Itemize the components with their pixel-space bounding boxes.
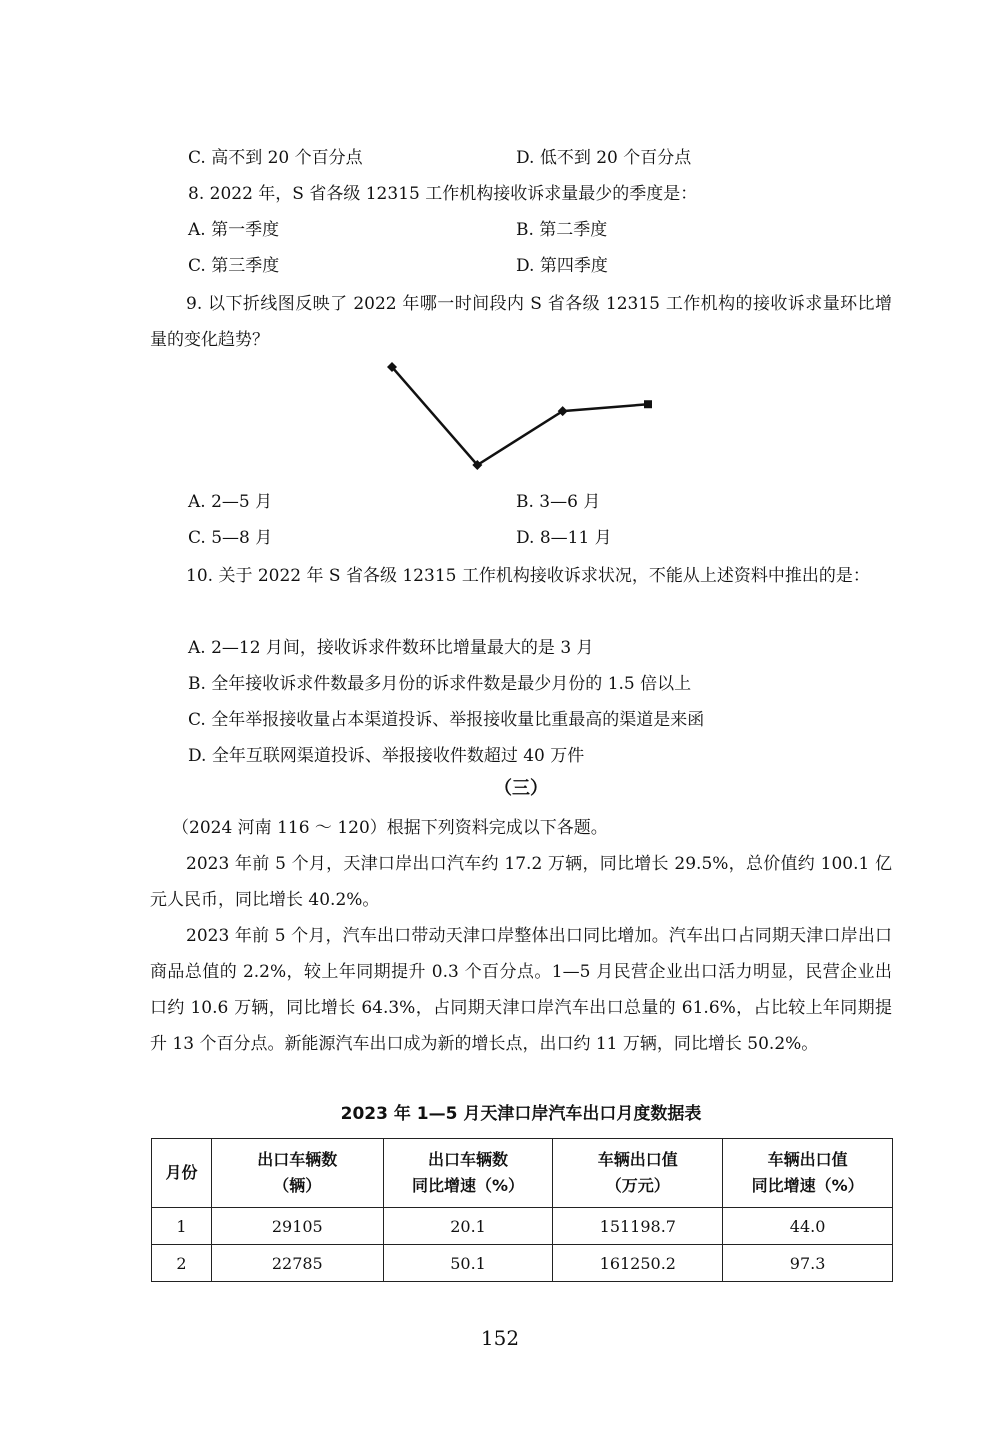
table-cell: 22785 <box>211 1245 383 1282</box>
table-header-row <box>152 1139 893 1208</box>
q9-stem: 9. 以下折线图反映了 2022 年哪一时间段内 S 省各级 12315 工作机构的接收诉求量环比增量的变化趋势？ <box>150 294 892 350</box>
q8-stem: 8. 2022 年，S 省各级 12315 工作机构接收诉求量最少的季度是： <box>188 184 698 204</box>
table-cell: 50.1 <box>383 1245 553 1282</box>
q10-option-b: B. 全年接收诉求件数最多月份的诉求件数是最少月份的 1.5 倍以上 <box>188 674 692 694</box>
table-row <box>152 1208 893 1245</box>
table-cell: 161250.2 <box>553 1245 723 1282</box>
section-paragraph-1: 2023 年前 5 个月，天津口岸出口汽车约 17.2 万辆，同比增长 29.5%，总价值约 100.1 亿元人民币，同比增长 40.2%。 <box>150 854 892 910</box>
table-title: 2023 年 1—5 月天津口岸汽车出口月度数据表 <box>340 1104 702 1124</box>
q9-option-d: D. 8—11 月 <box>516 528 612 548</box>
page-number: 152 <box>480 1326 520 1350</box>
q9-option-c: C. 5—8 月 <box>188 528 273 548</box>
q10-option-a: A. 2—12 月间，接收诉求件数环比增量最大的是 3 月 <box>188 638 594 658</box>
q7-option-d: D. 低不到 20 个百分点 <box>516 148 692 168</box>
q10-stem: 10. 关于 2022 年 S 省各级 12315 工作机构接收诉求状况，不能从上述资料中推出的是： <box>186 566 870 586</box>
q8-option-c: C. 第三季度 <box>188 256 280 276</box>
q10-option-d: D. 全年互联网渠道投诉、举报接收件数超过 40 万件 <box>188 746 585 766</box>
q9-data-point <box>644 400 652 408</box>
q9-option-a: A. 2—5 月 <box>188 492 273 512</box>
q8-option-a: A. 第一季度 <box>188 220 280 240</box>
table-cell: 20.1 <box>383 1208 553 1245</box>
q8-option-b: B. 第二季度 <box>516 220 608 240</box>
table-cell: 2 <box>152 1245 212 1282</box>
table-row <box>152 1245 893 1282</box>
table-cell: 29105 <box>211 1208 383 1245</box>
table-cell: 44.0 <box>723 1208 893 1245</box>
q9-series-line <box>392 367 648 465</box>
header-export-value-growth: 车辆出口值 同比增速（%） <box>723 1139 893 1208</box>
table-cell: 97.3 <box>723 1245 893 1282</box>
export-data-table <box>151 1138 893 1282</box>
header-vehicle-count: 出口车辆数 （辆） <box>211 1139 383 1208</box>
q8-option-d: D. 第四季度 <box>516 256 608 276</box>
header-export-value: 车辆出口值 （万元） <box>553 1139 723 1208</box>
section-paragraph-2: 2023 年前 5 个月，汽车出口带动天津口岸整体出口同比增加。汽车出口占同期天津口岸出口商品总值的 2.2%，较上年同期提升 0.3 个百分点。1—5 月民营企业出口活力明显，民营企业出口约 10.6 万辆，同比增长 64.3%，占同期天津口岸汽车出口总量的 61.6%，占比较上年同期提升 13 个百分点。新能源汽车出口成为新的增长点，出口约 11 万辆，同比增长 50.2%。 <box>150 926 892 1054</box>
q9-option-b: B. 3—6 月 <box>516 492 601 512</box>
section-heading: （三） <box>494 778 548 799</box>
q10-option-c: C. 全年举报接收量占本渠道投诉、举报接收量比重最高的渠道是来函 <box>188 710 705 730</box>
q7-option-c: C. 高不到 20 个百分点 <box>188 148 363 168</box>
q9-line-chart <box>380 355 670 480</box>
table-cell: 151198.7 <box>553 1208 723 1245</box>
header-month: 月份 <box>152 1139 212 1208</box>
section-intro: （2024 河南 116 ～ 120）根据下列资料完成以下各题。 <box>172 818 608 838</box>
table-cell: 1 <box>152 1208 212 1245</box>
header-vehicle-count-growth: 出口车辆数 同比增速（%） <box>383 1139 553 1208</box>
